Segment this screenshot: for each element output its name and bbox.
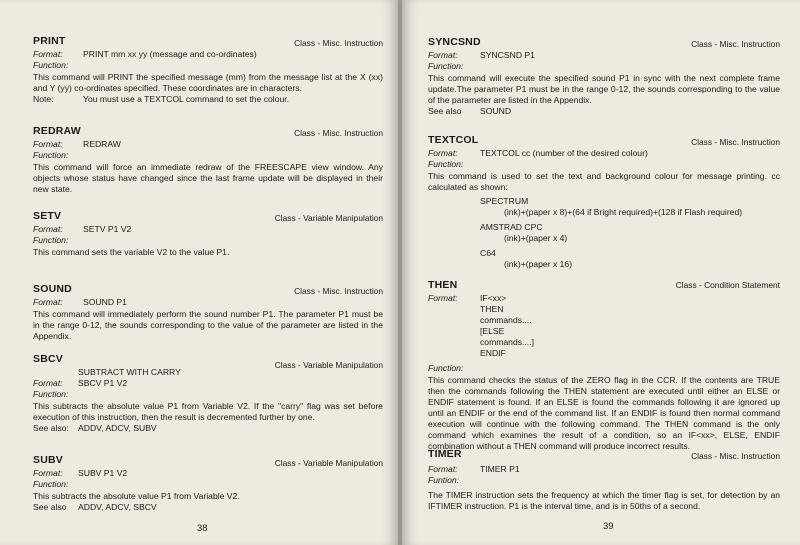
c64-formula: (ink)+(paper x 16) xyxy=(504,259,573,269)
description: This command will execute the specified sound P1 in sync with the next complete frame update.The parameter P1 must be in the range 0-12, the sounds corresponding to the value of the parameter are listed in the Appendix. xyxy=(428,73,780,105)
keyword-sbcv: SBCV xyxy=(33,353,63,365)
right-page xyxy=(402,0,800,545)
description: This command will force an immediate redraw of the FREESCAPE view window. Any objects whose status have changed since the last frame update will be displayed in their new state. xyxy=(33,162,383,194)
keyword-timer: TIMER xyxy=(428,448,462,460)
format-text: SETV P1 V2 xyxy=(83,224,132,234)
see-also-label: See also xyxy=(33,502,67,512)
page-number: 38 xyxy=(197,523,208,534)
function-label: Funtion: xyxy=(428,475,460,485)
entry-redraw xyxy=(33,126,383,195)
format-line: ENDIF xyxy=(480,348,506,358)
entry-sound xyxy=(33,284,383,342)
keyword-then: THEN xyxy=(428,279,458,291)
keyword-sound: SOUND xyxy=(33,283,72,295)
format-label: Format: xyxy=(428,148,458,158)
class-label: Class - Misc. Instruction xyxy=(294,286,383,296)
format-text: SBCV P1 V2 xyxy=(78,378,128,388)
class-label: Class - Variable Manipulation xyxy=(274,213,383,223)
description: This subtracts the absolute value P1 from Variable V2. xyxy=(33,491,240,501)
see-also-label: See also: xyxy=(33,423,69,433)
format-label: Format: xyxy=(428,50,458,60)
keyword-print: PRINT xyxy=(33,35,66,47)
class-label: Class - Misc. Instruction xyxy=(691,39,780,49)
entry-timer xyxy=(428,449,780,512)
entry-print xyxy=(33,36,383,105)
format-line: THEN xyxy=(480,304,504,314)
format-label: Format: xyxy=(33,224,63,234)
c64-label: C64 xyxy=(480,248,496,258)
entry-syncsnd xyxy=(428,37,780,117)
format-text: SYNCSND P1 xyxy=(480,50,535,60)
description: This command will PRINT the specified message (mm) from the message list at the X (xx) and Y (yy) co-ordinates specified. These coordinates are in characters. xyxy=(33,72,383,93)
format-label: Format: xyxy=(33,49,63,59)
function-label: Function: xyxy=(33,235,69,245)
keyword-syncsnd: SYNCSND xyxy=(428,36,481,48)
spectrum-label: SPECTRUM xyxy=(480,196,529,206)
format-line: commands.... xyxy=(480,315,532,325)
description: This command sets the variable V2 to the value P1. xyxy=(33,247,230,257)
keyword-redraw: REDRAW xyxy=(33,125,81,137)
page-number: 39 xyxy=(603,521,614,532)
class-label: Class - Variable Manipulation xyxy=(274,360,383,370)
note-text: You must use a TEXTCOL command to set the colour. xyxy=(83,94,290,104)
entry-then xyxy=(428,280,780,452)
description: This command will immediately perform the sound number P1. The parameter P1 must be in the range 0-12, the sounds corresponding to the value of the parameter are listed in the Appendix. xyxy=(33,309,383,341)
see-also-label: See also xyxy=(428,106,462,116)
class-label: Class - Misc. Instruction xyxy=(294,38,383,48)
format-text: PRINT mm xx yy (message and co-ordinates) xyxy=(83,49,257,59)
amstrad-label: AMSTRAD CPC xyxy=(480,222,543,232)
format-label: Format: xyxy=(33,139,63,149)
subtitle: SUBTRACT WITH CARRY xyxy=(78,367,181,377)
see-also-text: ADDV, ADCV, SBCV xyxy=(78,502,157,512)
function-label: Function: xyxy=(33,479,69,489)
entry-sbcv xyxy=(33,354,383,434)
class-label: Class - Variable Manipulation xyxy=(274,458,383,468)
function-label: Function: xyxy=(428,61,464,71)
format-label: Format: xyxy=(33,378,63,388)
class-label: Class - Misc. Instruction xyxy=(691,451,780,461)
format-text: SUBV P1 V2 xyxy=(78,468,128,478)
description: This command checks the status of the ZERO flag in the CCR. If the contents are TRUE then the commands following the THEN statement are executed until either an ELSE or ENDIF statement is found. If an ELSE is found the commands following it are ignored up until an ENDIF or the end of the command list. If an ENDIF is found then normal command execution will continue with the following command. The THEN command is the only command which examines the result of a condition, so an IF<xx>, ELSE, ENDIF combination without a THEN command will produce incorrect results. xyxy=(428,375,780,451)
keyword-setv: SETV xyxy=(33,210,62,222)
format-text: TEXTCOL cc (number of the desired colour) xyxy=(480,148,648,158)
note-label: Note: xyxy=(33,94,54,104)
description: The TIMER instruction sets the frequency at which the timer flag is set, for detection by an IFTIMER instruction. P1 is the interval time, and is in 50ths of a second. xyxy=(428,490,780,511)
format-line: [ELSE xyxy=(480,326,505,336)
function-label: Function: xyxy=(33,150,69,160)
keyword-textcol: TEXTCOL xyxy=(428,134,479,146)
class-label: Class - Misc. Instruction xyxy=(294,128,383,138)
format-text: REDRAW xyxy=(83,139,121,149)
entry-setv xyxy=(33,211,383,258)
format-label: Format: xyxy=(33,468,63,478)
amstrad-formula: (ink)+(paper x 4) xyxy=(504,233,568,243)
format-text: SOUND P1 xyxy=(83,297,127,307)
function-label: Function: xyxy=(33,389,69,399)
class-label: Class - Condition Statement xyxy=(675,280,780,290)
description: This command is used to set the text and background colour for message printing. cc calculated as shown: xyxy=(428,171,780,192)
see-also-text: SOUND xyxy=(480,106,512,116)
function-label: Function: xyxy=(428,159,464,169)
format-label: Format: xyxy=(33,297,63,307)
format-line: commands....] xyxy=(480,337,534,347)
keyword-subv: SUBV xyxy=(33,454,63,466)
entry-textcol xyxy=(428,135,780,270)
format-label: Format: xyxy=(428,293,458,303)
function-label: Function: xyxy=(428,363,464,373)
left-page xyxy=(0,0,398,545)
description: This subtracts the absolute value P1 from Variable V2. If the "carry" flag was set before execution of this instruction, then the result is decremented further by one. xyxy=(33,401,383,422)
function-label: Function: xyxy=(33,60,69,70)
format-text: TIMER P1 xyxy=(480,464,520,474)
format-label: Format: xyxy=(428,464,458,474)
entry-subv xyxy=(33,455,383,513)
spectrum-formula: (ink)+(paper x 8)+(64 if Bright required)+(128 if Flash required) xyxy=(504,207,743,217)
format-line: IF<xx> xyxy=(480,293,507,303)
class-label: Class - Misc. Instruction xyxy=(691,137,780,147)
see-also-text: ADDV, ADCV, SUBV xyxy=(78,423,157,433)
